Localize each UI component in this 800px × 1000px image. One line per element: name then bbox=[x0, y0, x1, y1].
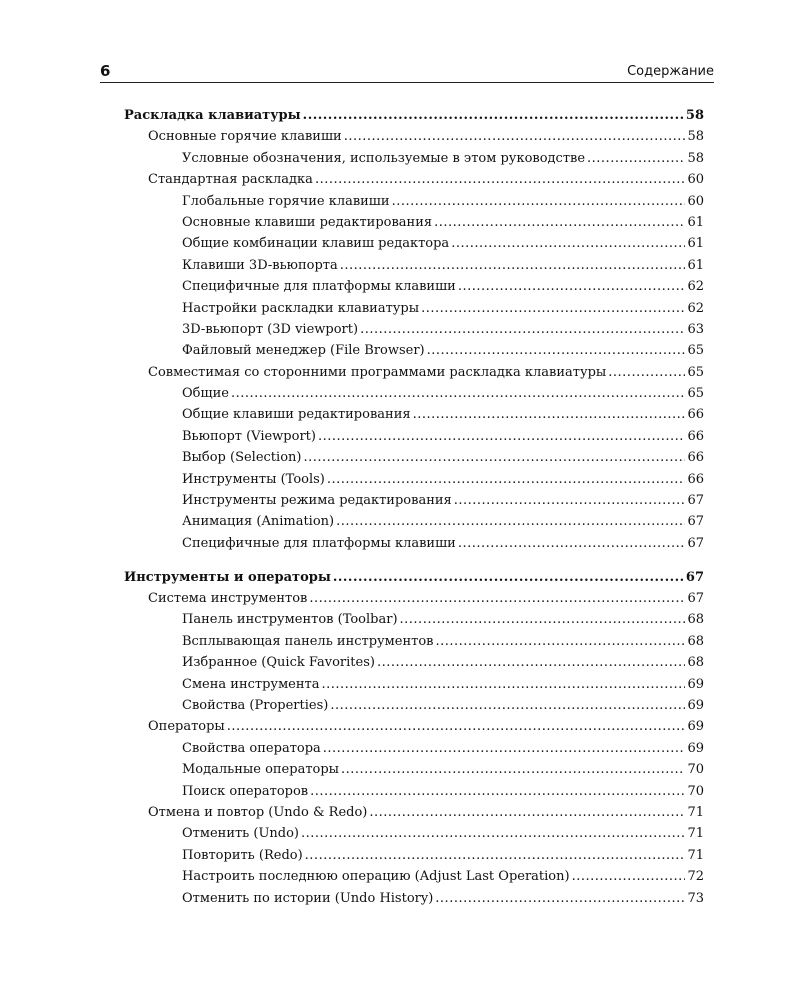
toc-entry bbox=[124, 340, 704, 361]
toc-dot-leader bbox=[315, 169, 686, 190]
toc-dot-leader bbox=[330, 695, 685, 716]
toc-entry bbox=[124, 126, 704, 147]
toc-entry bbox=[124, 609, 704, 630]
toc-dot-leader bbox=[309, 588, 685, 609]
toc-entry-page: 61 bbox=[687, 214, 704, 230]
toc-dot-leader bbox=[458, 276, 686, 297]
toc-entry-page: 61 bbox=[687, 236, 704, 252]
toc-entry bbox=[124, 490, 704, 511]
toc-entry bbox=[124, 716, 704, 737]
toc-entry bbox=[124, 191, 704, 212]
toc-entry-page: 58 bbox=[687, 150, 704, 166]
toc-dot-leader bbox=[413, 404, 686, 425]
toc-entry-title: Совместимая со сторонними программами раскладка клавиатуры bbox=[148, 364, 607, 380]
toc-entry bbox=[124, 255, 704, 276]
toc-entry bbox=[124, 383, 704, 404]
toc-dot-leader bbox=[333, 567, 684, 588]
toc-dot-leader bbox=[340, 255, 686, 276]
toc-entry-title: Вьюпорт (Viewport) bbox=[182, 428, 316, 444]
toc-entry bbox=[124, 781, 704, 802]
toc-entry bbox=[124, 212, 704, 233]
toc-entry-title: Отменить (Undo) bbox=[182, 826, 300, 842]
toc-entry bbox=[124, 148, 704, 169]
toc-entry-title: Настройки раскладки клавиатуры bbox=[182, 300, 420, 316]
toc-entry-page: 65 bbox=[687, 364, 704, 380]
toc-dot-leader bbox=[392, 191, 686, 212]
toc-entry bbox=[124, 631, 704, 652]
toc-entry-page: 67 bbox=[687, 493, 704, 509]
toc-entry-title: Модальные операторы bbox=[182, 762, 340, 778]
toc-entry-title: Общие комбинации клавиш редактора bbox=[182, 236, 450, 252]
toc-dot-leader bbox=[572, 866, 686, 887]
toc-entry-page: 68 bbox=[687, 612, 704, 628]
toc-entry-page: 68 bbox=[687, 655, 704, 671]
toc-dot-leader bbox=[400, 609, 686, 630]
toc-entry bbox=[124, 404, 704, 425]
toc-entry bbox=[124, 276, 704, 297]
toc-entry-page: 68 bbox=[687, 633, 704, 649]
toc-dot-leader bbox=[321, 674, 685, 695]
toc-entry-page: 62 bbox=[687, 279, 704, 295]
toc-entry bbox=[124, 738, 704, 759]
toc-entry-page: 66 bbox=[687, 471, 704, 487]
toc-dot-leader bbox=[451, 233, 685, 254]
toc-dot-leader bbox=[336, 511, 685, 532]
toc-entry-page: 65 bbox=[687, 343, 704, 359]
toc-entry-page: 67 bbox=[687, 514, 704, 530]
toc-dot-leader bbox=[435, 631, 685, 652]
toc-entry-page: 66 bbox=[687, 450, 704, 466]
toc-entry-page: 58 bbox=[685, 108, 704, 123]
toc-dot-leader bbox=[434, 212, 685, 233]
toc-entry-title: 3D-вьюпорт (3D viewport) bbox=[182, 321, 359, 337]
toc-entry-title: Операторы bbox=[148, 719, 225, 735]
toc-entry bbox=[124, 447, 704, 468]
toc-entry bbox=[124, 469, 704, 490]
toc-dot-leader bbox=[458, 533, 686, 554]
toc-entry-title: Глобальные горячие клавиши bbox=[182, 193, 390, 209]
toc-entry-title: Панель инструментов (Toolbar) bbox=[182, 612, 398, 628]
toc-entry-page: 69 bbox=[687, 719, 704, 735]
toc-entry-page: 58 bbox=[687, 129, 704, 145]
toc-entry-title: Свойства оператора bbox=[182, 740, 321, 756]
toc-dot-leader bbox=[303, 447, 685, 468]
table-of-contents bbox=[124, 105, 704, 909]
toc-entry bbox=[124, 511, 704, 532]
toc-dot-leader bbox=[303, 105, 684, 126]
toc-entry-title: Общие клавиши редактирования bbox=[182, 407, 411, 423]
toc-entry-title: Отменить по истории (Undo History) bbox=[182, 890, 434, 906]
toc-entry-title: Основные клавиши редактирования bbox=[182, 214, 433, 230]
toc-entry-page: 67 bbox=[687, 535, 704, 551]
toc-entry-page: 66 bbox=[687, 407, 704, 423]
toc-dot-leader bbox=[301, 823, 685, 844]
toc-entry-page: 67 bbox=[687, 591, 704, 607]
toc-entry bbox=[124, 888, 704, 909]
toc-dot-leader bbox=[310, 781, 685, 802]
toc-entry bbox=[124, 169, 704, 190]
toc-entry bbox=[124, 845, 704, 866]
toc-entry-title: Инструменты и операторы bbox=[124, 569, 331, 585]
toc-entry-page: 71 bbox=[687, 847, 704, 863]
toc-entry-title: Настроить последнюю операцию (Adjust Last Operation) bbox=[182, 869, 570, 885]
toc-dot-leader bbox=[377, 652, 686, 673]
toc-dot-leader bbox=[231, 383, 686, 404]
toc-entry bbox=[124, 426, 704, 447]
toc-entry-page: 71 bbox=[687, 805, 704, 820]
toc-entry-page: 71 bbox=[687, 826, 704, 842]
toc-entry bbox=[124, 823, 704, 844]
toc-entry-title: Выбор (Selection) bbox=[182, 450, 302, 466]
toc-dot-leader bbox=[344, 126, 686, 147]
toc-dot-leader bbox=[360, 319, 685, 340]
toc-dot-leader bbox=[421, 298, 685, 319]
toc-entry bbox=[124, 866, 704, 887]
toc-entry-page: 60 bbox=[687, 172, 704, 188]
toc-entry bbox=[124, 319, 704, 340]
toc-entry bbox=[124, 233, 704, 254]
toc-entry-title: Специфичные для платформы клавиши bbox=[182, 535, 456, 551]
toc-chapter-entry bbox=[124, 105, 704, 126]
toc-entry-title: Раскладка клавиатуры bbox=[124, 108, 301, 123]
toc-chapter-entry bbox=[124, 567, 704, 588]
toc-dot-leader bbox=[369, 802, 685, 823]
toc-entry-title: Основные горячие клавиши bbox=[148, 129, 342, 145]
toc-entry bbox=[124, 652, 704, 673]
toc-entry-page: 61 bbox=[687, 257, 704, 273]
toc-dot-leader bbox=[305, 845, 686, 866]
toc-entry bbox=[124, 533, 704, 554]
toc-entry-page: 67 bbox=[685, 569, 704, 585]
toc-dot-leader bbox=[454, 490, 686, 511]
toc-entry-title: Система инструментов bbox=[148, 591, 308, 607]
toc-entry-title: Клавиши 3D-вьюпорта bbox=[182, 257, 338, 273]
toc-dot-leader bbox=[587, 148, 685, 169]
toc-entry-title: Свойства (Properties) bbox=[182, 698, 329, 714]
toc-entry-title: Повторить (Redo) bbox=[182, 847, 303, 863]
toc-entry-title: Условные обозначения, используемые в этом руководстве bbox=[182, 150, 586, 166]
toc-entry-title: Специфичные для платформы клавиши bbox=[182, 279, 456, 295]
toc-entry bbox=[124, 695, 704, 716]
toc-entry-page: 66 bbox=[687, 428, 704, 444]
toc-dot-leader bbox=[608, 362, 685, 383]
toc-entry-title: Избранное (Quick Favorites) bbox=[182, 655, 375, 671]
toc-dot-leader bbox=[318, 426, 685, 447]
toc-entry-page: 70 bbox=[687, 783, 704, 799]
toc-entry-page: 72 bbox=[687, 869, 704, 885]
toc-entry bbox=[124, 298, 704, 319]
toc-dot-leader bbox=[327, 469, 686, 490]
running-head: Содержание bbox=[627, 64, 714, 79]
toc-entry-title: Инструменты (Tools) bbox=[182, 471, 325, 487]
toc-dot-leader bbox=[341, 759, 685, 780]
page-number: 6 bbox=[100, 62, 111, 80]
toc-dot-leader bbox=[323, 738, 686, 759]
toc-entry-page: 73 bbox=[687, 890, 704, 906]
toc-entry-page: 70 bbox=[687, 762, 704, 778]
toc-entry-page: 65 bbox=[687, 386, 704, 402]
toc-entry-page: 60 bbox=[687, 193, 704, 209]
toc-dot-leader bbox=[435, 888, 685, 909]
toc-entry bbox=[124, 362, 704, 383]
toc-entry-page: 69 bbox=[687, 676, 704, 692]
toc-entry-title: Файловый менеджер (File Browser) bbox=[182, 343, 425, 359]
toc-entry-title: Поиск операторов bbox=[182, 783, 309, 799]
toc-entry-title: Анимация (Animation) bbox=[182, 514, 335, 530]
toc-entry bbox=[124, 674, 704, 695]
toc-entry-page: 69 bbox=[687, 698, 704, 714]
toc-entry-title: Инструменты режима редактирования bbox=[182, 493, 452, 509]
toc-entry-title: Стандартная раскладка bbox=[148, 172, 313, 188]
toc-entry-page: 62 bbox=[687, 300, 704, 316]
toc-entry bbox=[124, 759, 704, 780]
toc-entry-page: 69 bbox=[687, 740, 704, 756]
toc-entry-title: Общие bbox=[182, 386, 229, 402]
toc-entry-title: Всплывающая панель инструментов bbox=[182, 633, 434, 649]
toc-entry-title: Смена инструмента bbox=[182, 676, 320, 692]
toc-entry-page: 63 bbox=[687, 321, 704, 337]
toc-entry bbox=[124, 802, 704, 823]
toc-dot-leader bbox=[427, 340, 686, 361]
toc-entry bbox=[124, 588, 704, 609]
toc-entry-title: Отмена и повтор (Undo & Redo) bbox=[148, 805, 368, 820]
page-header bbox=[100, 62, 714, 83]
toc-dot-leader bbox=[227, 716, 686, 737]
